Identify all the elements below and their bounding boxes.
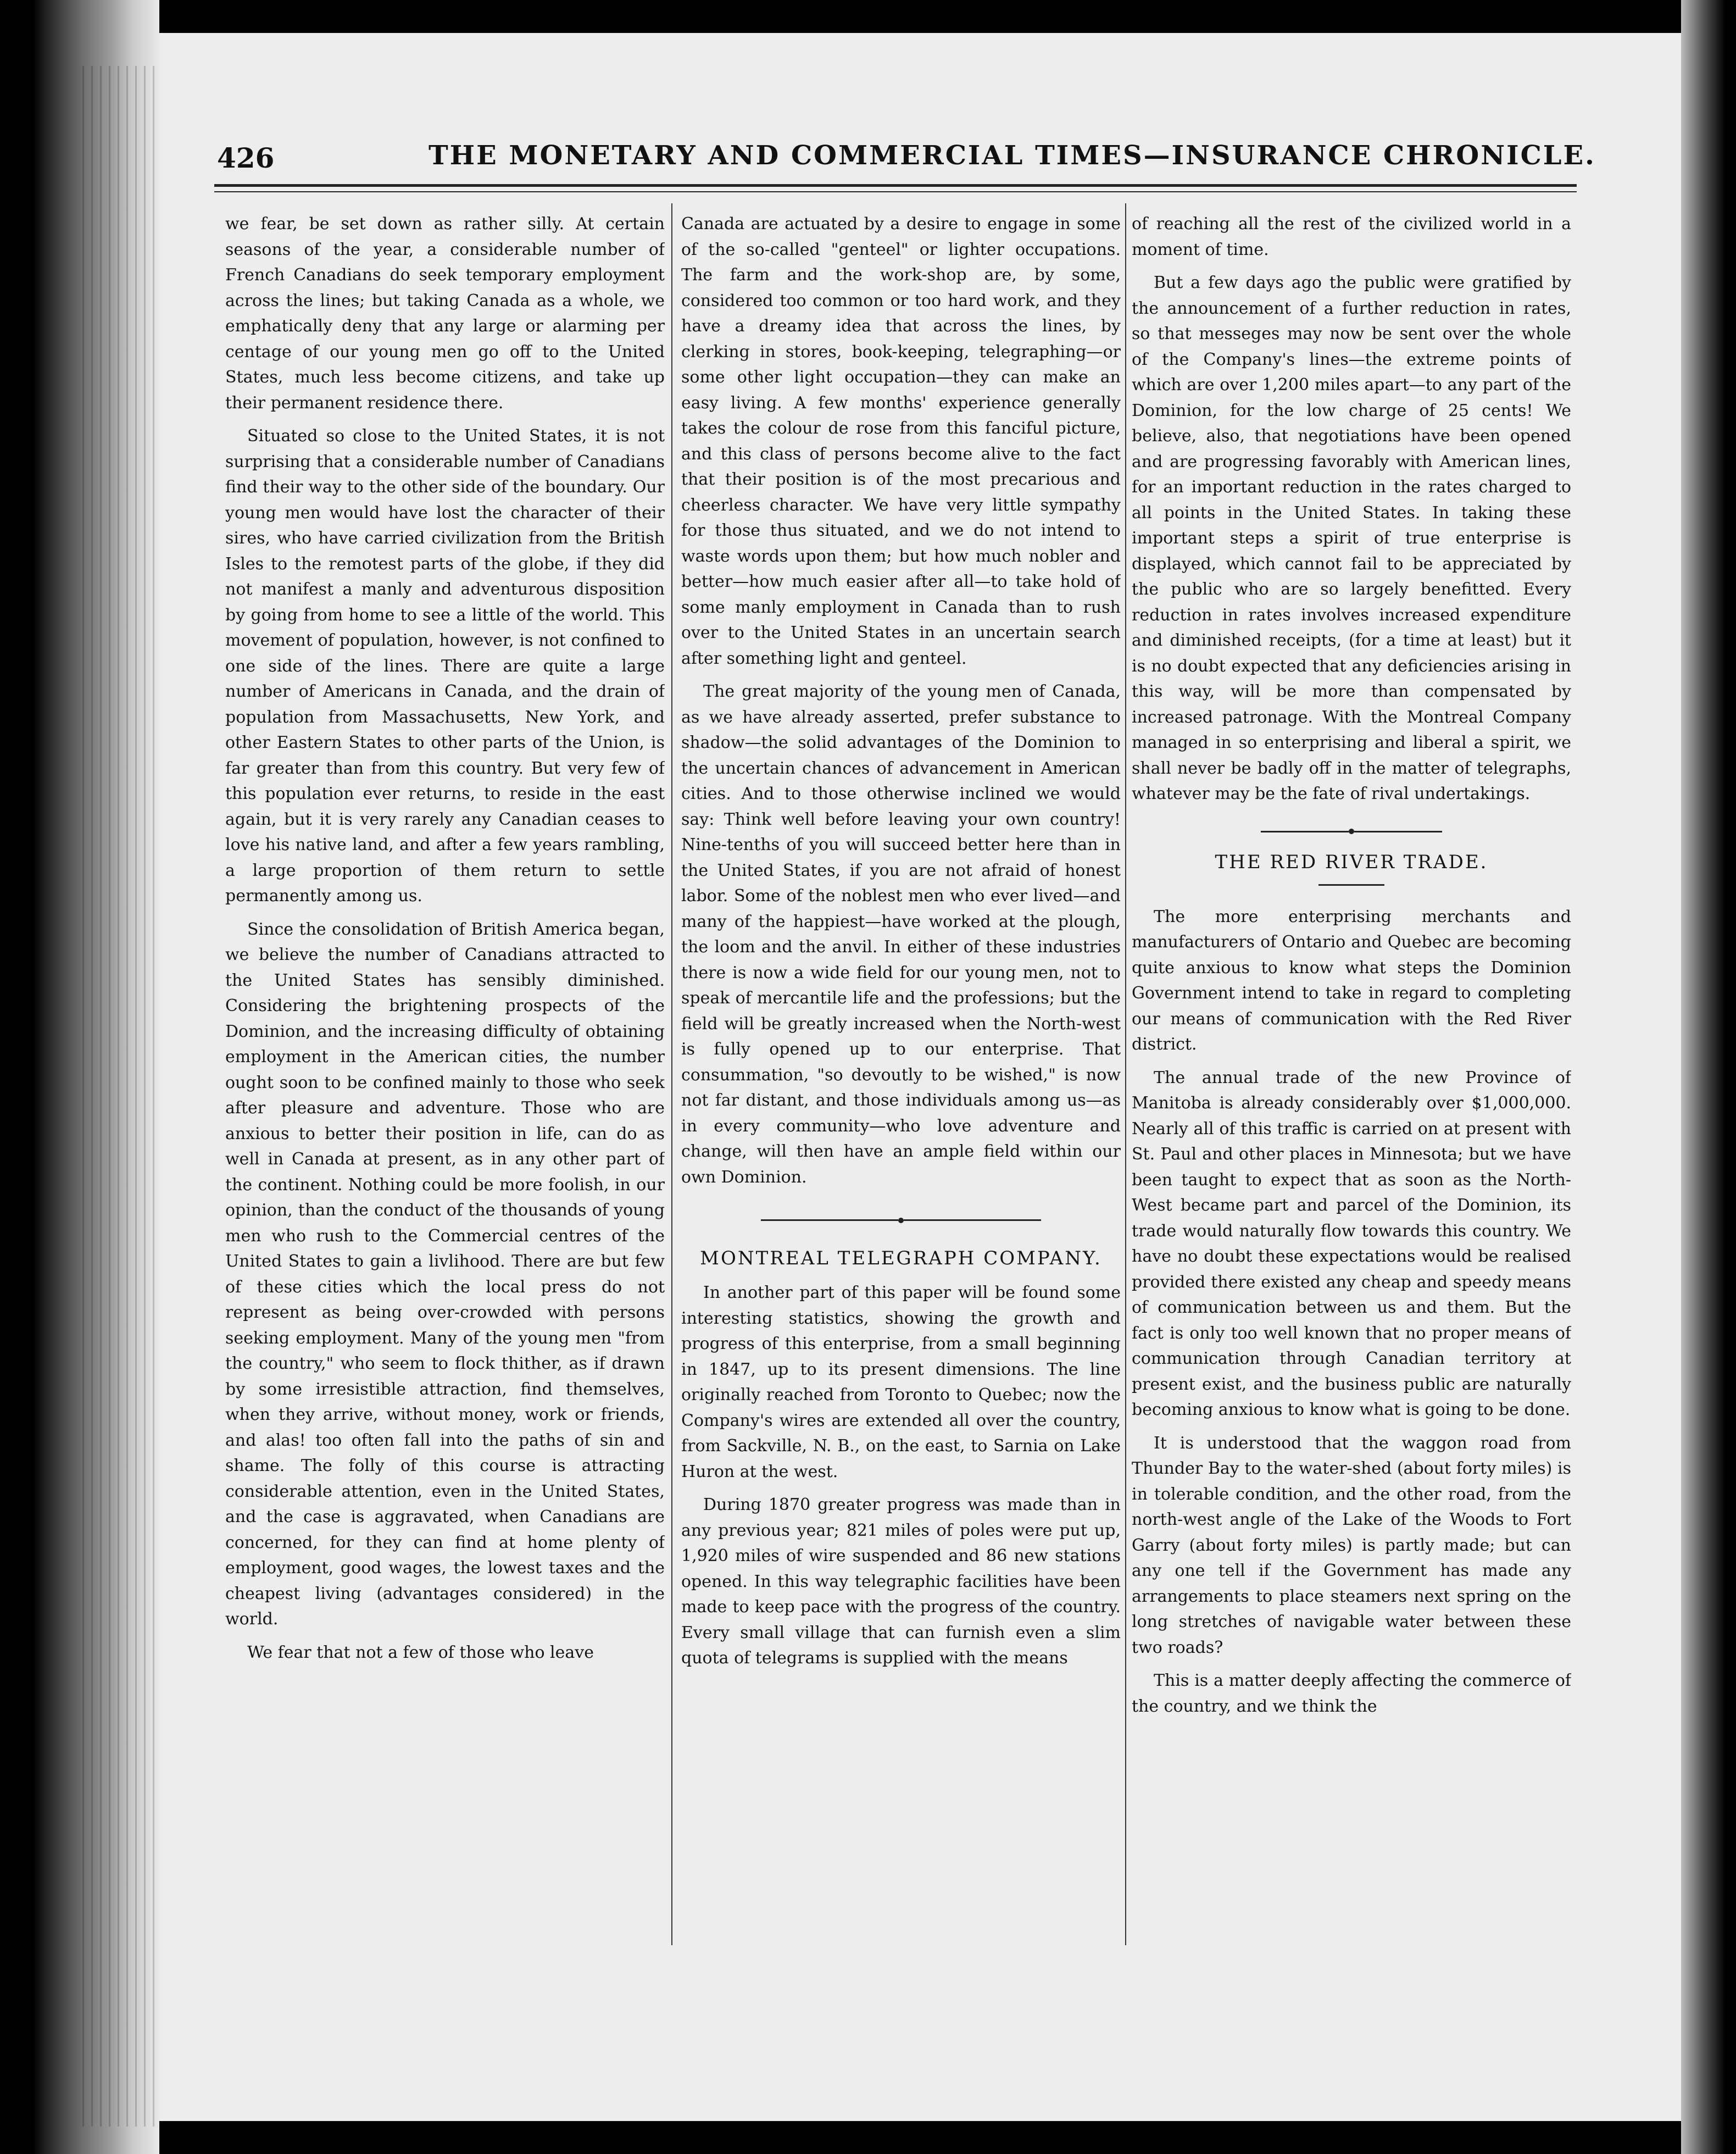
paragraph: This is a matter deeply affecting the commerce of the country, and we think the xyxy=(1132,1671,1571,1716)
header-rule-thin xyxy=(214,191,1577,192)
running-title: THE MONETARY AND COMMERCIAL TIMES—INSURANCE CHRONICLE. xyxy=(429,140,1596,171)
paragraph: Situated so close to the United States, it is not surprising that a considerable number of Canadians find their way to the other side of the boundary. Our young men would have lost the character of their sires, who have carried civilization from the British Isles to the remotest parts of the globe, if they did not manifest a manly and adventurous disposition by going from home to see a little of the world. This movement of population, however, is not confined to one side of the lines. There are quite a large number of Americans in Canada, and the drain of population from Massachusetts, New York, and other Eastern States to other parts of the Union, is far greater than from this country. But very few of this population ever returns, to reside in the east again, but it is very rarely any Canadian ceases to love his native land, and after a few years rambling, a large proportion of them return to settle permanently among us. xyxy=(225,426,665,906)
paragraph: Canada are actuated by a desire to engage in some of the so-called "genteel" or lighter occupations. The farm and the work-shop are, by some, considered too common or too hard work, and they have a dreamy idea that across the lines, by clerking in stores, book-keeping, telegraphing—or some other light occupation—they can make an easy living. A few months' experience generally takes the colour de rose from this fanciful picture, and this class of persons become alive to the fact that their position is of the most precarious and cheerless character. We have very little sympathy for those thus situated, and we do not intend to waste words upon them; but how much nobler and better—how much easier after all—to take hold of some manly employment in Canada than to rush over to the United States in an uncertain search after something light and genteel. xyxy=(681,214,1121,668)
header-rule-thick xyxy=(214,184,1577,187)
paragraph: we fear, be set down as rather silly. At certain seasons of the year, a considerable number of French Canadians do seek temporary employment across the lines; but taking Canada as a whole, we emphatically deny that any large or alarming per centage of our young men go off to the United States, much less become citizens, and take up their permanent residence there. xyxy=(225,214,665,413)
paragraph: During 1870 greater progress was made than in any previous year; 821 miles of poles were put up, 1,920 miles of wire suspended and 86 new stations opened. In this way telegraphic facilities have been made to keep pace with the progress of the country. Every small village that can furnish even a slim quota of telegrams is supplied with the means xyxy=(681,1495,1121,1668)
column-2 xyxy=(681,212,1121,1942)
paragraph: The more enterprising merchants and manufacturers of Ontario and Quebec are becoming quite anxious to know what steps the Dominion Government intend to take in regard to completing our means of communication with the Red River district. xyxy=(1132,907,1571,1054)
section-heading: MONTREAL TELEGRAPH COMPANY. xyxy=(700,1247,1102,1269)
book-binding xyxy=(0,0,159,2154)
paragraph: The annual trade of the new Province of Manitoba is already considerably over $1,000,000. Nearly all of this traffic is carried on at present with St. Paul and other places in Minnesota; but we have been taught to expect that as soon as the North-West became part and parcel of the Dominion, its trade would naturally flow towards this country. We have no doubt these expectations would be realised provided there existed any cheap and speedy means of communication between us and them. But the fact is only too well known that no proper means of communication through Canadian territory at present exist, and the business public are naturally becoming anxious to know what is going to be done. xyxy=(1132,1068,1571,1419)
column-divider xyxy=(1125,203,1126,1945)
page-number: 426 xyxy=(217,142,275,174)
heading-underline xyxy=(1318,884,1384,886)
section-ornament xyxy=(681,1214,1121,1225)
paragraph: The great majority of the young men of Canada, as we have already asserted, prefer substance to shadow—the solid advantages of the Dominion to the uncertain chances of advancement in American cities. And to those otherwise inclined we would say: Think well before leaving your own country! Nine-tenths of you will succeed better here than in the United States, if you are not afraid of honest labor. Some of the noblest men who ever lived—and many of the happiest—have worked at the plough, the loom and the anvil. In either of these industries there is now a wide field for our young men, not to speak of mercantile life and the professions; but the field will be greatly increased when the North-west is fully opened up to our enterprise. That consummation, "so devoutly to be wished," is now not far distant, and those individuals among us—as in every community—who love adventure and change, will then have an ample field within our own Dominion. xyxy=(681,682,1121,1187)
paragraph: of reaching all the rest of the civilized world in a moment of time. xyxy=(1132,214,1571,259)
paragraph: Since the consolidation of British America began, we believe the number of Canadians attracted to the United States has sensibly diminished. Considering the brightening prospects of the Dominion, and the increasing difficulty of obtaining employment in the American cities, the number ought soon to be confined mainly to those who seek after pleasure and adventure. Those who are anxious to better their position in life, can do as well in Canada at present, as in any other part of the continent. Nothing could be more foolish, in our opinion, than the conduct of the thousands of young men who rush to the Commercial centres of the United States to gain a livlihood. There are but few of these cities which the local press do not represent as being over-crowded with persons seeking employment. Many of the young men "from the country," who seem to flock thither, as if drawn by some irresistible attraction, find themselves, when they arrive, without money, work or friends, and alas! too often fall into the paths of sin and shame. The folly of this course is attracting considerable attention, even in the United States, and the case is aggravated, when Canadians are concerned, for they can find at home plenty of employment, good wages, the lowest taxes and the cheapest living (advantages considered) in the world. xyxy=(225,919,665,1629)
paragraph: But a few days ago the public were gratified by the announcement of a further reduction in rates, so that messeges may now be sent over the whole of the Company's lines—the extreme points of which are over 1,200 miles apart—to any part of the Dominion, for the low charge of 25 cents! We believe, also, that negotiations have been opened and are progressing favorably with American lines, for an important reduction in the rates charged to all points in the United States. In taking these important steps a spirit of true enterprise is displayed, which cannot fail to be appreciated by the public who are so largely benefitted. Every reduction in rates involves increased expenditure and diminished receipts, (for a time at least) but it is no doubt expected that any deficiencies arising in this way, will be more than compensated by increased patronage. With the Montreal Company managed in so enterprising and liberal a spirit, we shall never be badly off in the matter of telegraphs, whatever may be the fate of rival undertakings. xyxy=(1132,273,1571,803)
column-1 xyxy=(225,212,665,1942)
paragraph: In another part of this paper will be found some interesting statistics, showing the growth and progress of this enterprise, from a small beginning in 1847, up to its present dimensions. The line originally reached from Toronto to Quebec; now the Company's wires are extended all over the country, from Sackville, N. B., on the east, to Sarnia on Lake Huron at the west. xyxy=(681,1283,1121,1481)
paragraph: It is understood that the waggon road from Thunder Bay to the water-shed (about forty miles) is in tolerable condition, and the other road, from the north-west angle of the Lake of the Woods to Fort Garry (about forty miles) is partly made; but can any one tell if the Government has made any arrangements to place steamers next spring on the long stretches of navigable water between these two roads? xyxy=(1132,1433,1571,1657)
binding-page-edges xyxy=(82,66,159,2127)
page-edge-shadow xyxy=(1681,0,1736,2154)
column-3 xyxy=(1132,212,1571,1942)
paragraph: We fear that not a few of those who leave xyxy=(247,1642,594,1662)
column-divider xyxy=(671,203,672,1945)
section-heading: THE RED RIVER TRADE. xyxy=(1215,851,1488,873)
section-ornament xyxy=(1132,826,1571,837)
